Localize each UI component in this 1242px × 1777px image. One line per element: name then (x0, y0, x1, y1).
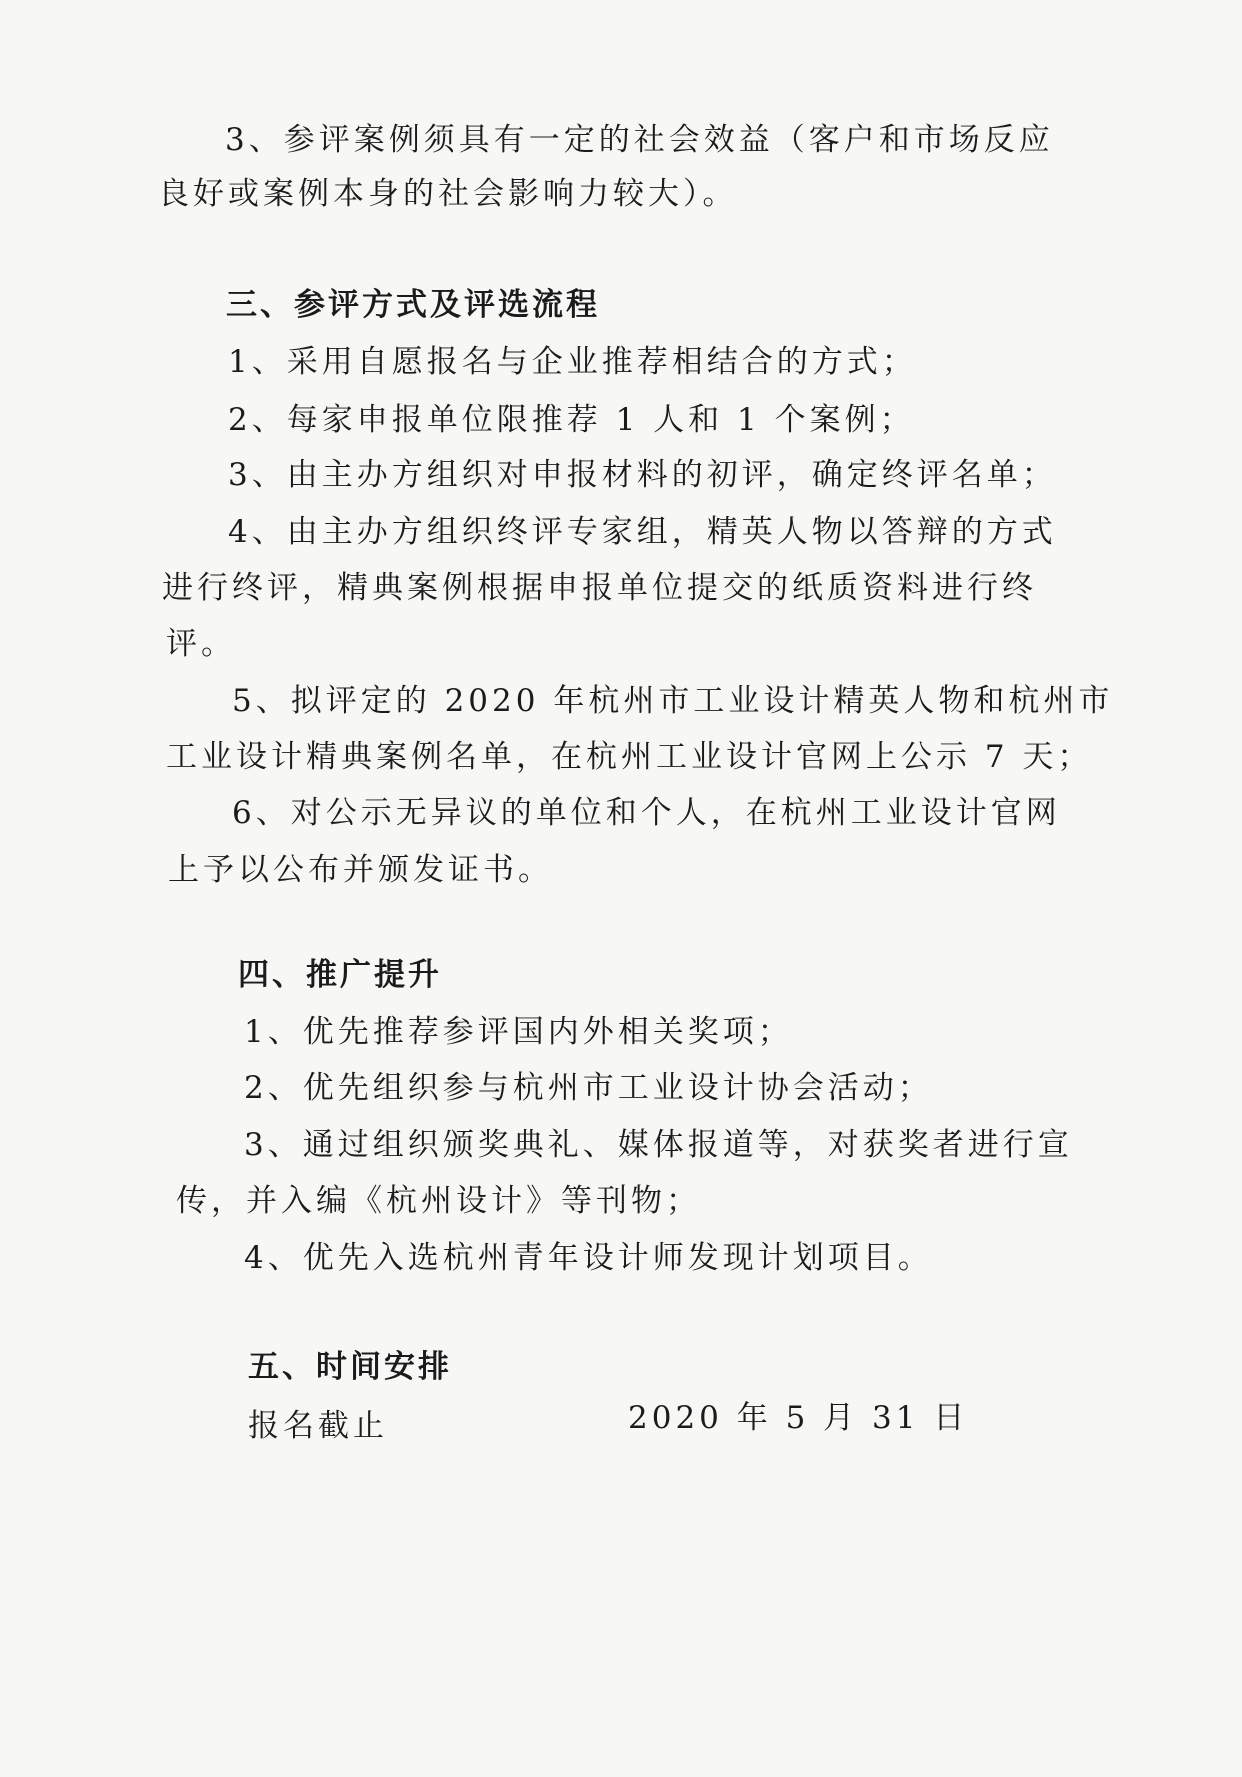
section4-item2: 2、优先组织参与杭州市工业设计协会活动； (244, 1070, 933, 1106)
section4-heading: 四、推广提升 (238, 957, 442, 993)
section4-item4: 4、优先入选杭州青年设计师发现计划项目。 (244, 1240, 933, 1276)
section4-item3-line1: 3、通过组织颁奖典礼、媒体报道等，对获奖者进行宣 (244, 1127, 1073, 1163)
intro-item3-line2: 良好或案例本身的社会影响力较大）。 (158, 176, 738, 212)
intro-item3-line1: 3、参评案例须具有一定的社会效益（客户和市场反应 (225, 122, 1054, 158)
section3-heading: 三、参评方式及评选流程 (226, 287, 600, 323)
section3-item5-line2: 工业设计精典案例名单，在杭州工业设计官网上公示 7 天； (166, 739, 1093, 775)
section3-item4-line3: 评。 (166, 626, 236, 662)
section3-item4-line1: 4、由主办方组织终评专家组，精英人物以答辩的方式 (228, 514, 1057, 550)
section3-item6-line1: 6、对公示无异议的单位和个人，在杭州工业设计官网 (232, 795, 1061, 831)
section3-item3: 3、由主办方组织对申报材料的初评，确定终评名单； (228, 457, 1057, 493)
section3-item6-line2: 上予以公布并颁发证书。 (168, 852, 553, 888)
section5-heading: 五、时间安排 (248, 1349, 452, 1385)
section3-item4-line2: 进行终评，精典案例根据申报单位提交的纸质资料进行终 (162, 570, 1037, 606)
section3-item1: 1、采用自愿报名与企业推荐相结合的方式； (228, 344, 917, 380)
section3-item2: 2、每家申报单位限推荐 1 人和 1 个案例； (228, 402, 915, 438)
section4-item1: 1、优先推荐参评国内外相关奖项； (244, 1014, 793, 1050)
schedule-label: 报名截止 (248, 1408, 388, 1444)
section4-item3-line2: 传，并入编《杭州设计》等刊物； (176, 1183, 701, 1219)
section3-item5-line1: 5、拟评定的 2020 年杭州市工业设计精英人物和杭州市 (232, 683, 1114, 719)
schedule-date: 2020 年 5 月 31 日 (628, 1400, 969, 1436)
